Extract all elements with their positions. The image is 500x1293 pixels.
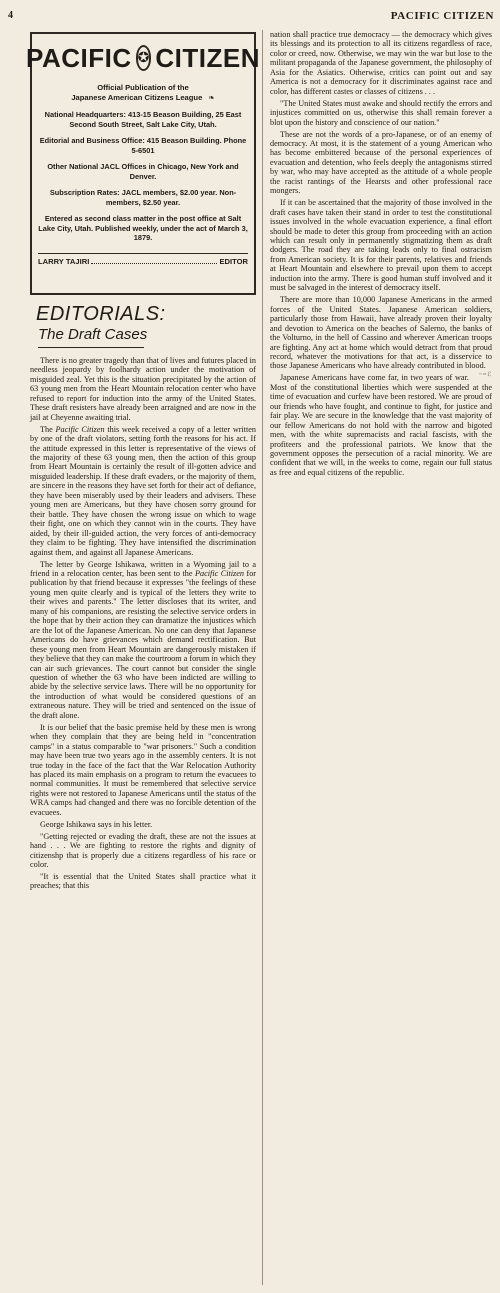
quote-continuation: nation shall practice true democracy — the democracy which gives its blessings and its protection to all its citizens regardless of race, color or creed, now. Otherwise, we may win the war but lose to the militant propaganda of the Japanese government, the philosophy of Asia for the Asiatics. Otherwise, critics can point out and say America is not a democracy for it discriminates against race and color, has different castes or classes of citizens . . . [270, 30, 492, 96]
rates-text: Subscription Rates: JACL members, $2.00 year. Non-members, $2.50 year. [49, 188, 237, 207]
masthead-hq [38, 110, 248, 129]
hq-text: National Headquarters: 413-15 Beason Building, 25 East Second South Street, Salt Lake City, Utah. [44, 110, 242, 129]
editor-name: LARRY TAJIRI [38, 256, 90, 266]
quote-paragraph: "Getting rejected or evading the draft, these are not the issues at hand . . . We are fighting to restore the rights and dignity of citizenshp that is properly due a citizens regardless of his race or color. [30, 831, 256, 870]
ornament-icon: ❧ [208, 93, 215, 102]
masthead-logo [26, 39, 260, 77]
running-head: PACIFIC CITIZEN [390, 10, 494, 22]
logo-word-left: PACIFIC [26, 43, 132, 73]
paragraph-text: for publication by that friend because it expresses "the feelings of these young men quite clearly and is typical of the letters they write to their wives and parents." The letter discloses that its writer, and many of his companions, are resisting the selective service orders in the hope that by their action they can dramatize the injustices which are the lot of the Japanese American. No one can deny that Japanese Americans do have grievances which demand rectification. But these young men from Heart Mountain are dangerously mistaken if they believe that they can make the courtroom a forum in which they can air such grievances. The court cannot but consider the single question of whether the 63 who have been indicted are willing to abide by the selective service laws. There will be no opportunity for the introduction of what would be considered questions of an extraneous nature. They will be tried and sentenced on the issue of the draft alone. [30, 568, 257, 720]
masthead-rates [38, 188, 248, 207]
title-underline [38, 347, 144, 348]
left-column [26, 32, 260, 893]
article-paragraph: Japanese Americans have come far, in two years of war. Most of the constitutional liberties which were suspended at the time of evacuation and curfew have been restored. We are proud of our friends who have fought, and continue to fight, for justice and fair play. We are secure in the knowledge that the vast majority of our fellow Americans do not hold with the narrow and bigoted men, with the white supremacists and racial fascists, with the profiteers and the professional patriots. We know that the government opposes the persecution of a racial minority. We are confident that we will, in the weeks to come, regain our full status as free and equal citizens of the republic. [270, 373, 492, 477]
publication-name: Pacific Citizen [195, 568, 244, 578]
publication-name: Pacific Citizen [55, 424, 105, 434]
eagle-seal-icon: ✪ [136, 45, 152, 71]
quote-paragraph: "It is essential that the United States shall practice what it preaches; that this [30, 872, 256, 891]
quote-paragraph: "The United States must awake and should rectify the errors and injustices committed on us, otherwise this shall remain forever a blot upon the history and conscience of our nation." [270, 98, 492, 127]
paragraph-text: The letter by George Ishikawa, written in a Wyoming jail to a friend in a relocation center, has been sent to the [30, 559, 256, 578]
masthead-entered [38, 214, 248, 243]
column-divider [262, 30, 263, 1285]
paragraph-text: There are more than 10,000 Japanese Americans in the armed forces of the United States. Japanese American soldiers, particularly those from Hawaii, have already proven their loyalty and devotion to America on the beaches of Salerno, the banks of the Volturno, in the hell of Cassino and wherever American troops are fighting. Any act at home which would detract from that proud record, whatever the motivations for that act, is a disservice to those Japanese Americans who have already contributed in blood. [270, 295, 492, 371]
editor-credit [38, 253, 248, 266]
subtitle-line-1: Official Publication of the [97, 83, 189, 92]
masthead-office [38, 136, 248, 155]
page-header [8, 10, 494, 26]
article-paragraph [30, 425, 256, 557]
article-paragraph [270, 295, 492, 378]
editorials-heading: EDITORIALS: [36, 303, 166, 325]
end-mark-icon: ~≈ℰ [478, 371, 492, 378]
masthead-subtitle [38, 83, 248, 103]
logo-word-right: CITIZEN [155, 43, 260, 73]
paragraph-text: The [40, 424, 56, 434]
article-paragraph: If it can be ascertained that the majority of those involved in the draft cases have taken their stand in order to test the constitutional issues involved in the whole evacuation experience, a final effort should be made to deter this group from proceeding with an action which can result only in permanently stigmatizing them as draft dodgers. The road they are taking leads only to final ostracism from American society. It is for their parents, relatives and friends at Heart Mountain and elsewhere to prevail upon them to accept induction into the army. There is good human stuff involved and it must be salvaged in the interest of democracy itself. [270, 198, 492, 293]
article-paragraph [30, 560, 256, 721]
editorial-title: The Draft Cases [38, 326, 148, 343]
right-column [270, 30, 492, 480]
masthead-box [26, 32, 260, 295]
leader-dots [91, 257, 217, 264]
office-text: Editorial and Business Office: 415 Beason Building. Phone 5-6501 [39, 136, 247, 155]
article-paragraph: These are not the words of a pro-Japanese, or of an enemy of democracy. At most, it is the statement of a young American who has become embittered because of the personal experiences of evacuation and detention, who feels deeply the antagonisms stirred by war, who may have accepted as the attitude of a whole people the racist rantings of the Hearsts and other professional race mongers. [270, 129, 492, 196]
editor-title: EDITOR [219, 256, 248, 266]
article-paragraph: It is our belief that the basic premise held by these men is wrong when they complain that they are being held in "concentration camps" in a status comparable to "war prisoners." Such a condition may have been true two years ago in the assembly centers. It is not true today in the face of the fact that the War Relocation Authority has placed its main emphasis on a program to return the evacuees to normal communities. It must be remembered that selective service rights were not restored to Japanese Americans until the status of the WRA camps had changed and there was no forcible detention of the evacuees. [30, 722, 256, 817]
masthead-other-offices [38, 162, 248, 181]
article-paragraph: George Ishikawa says in his letter. [40, 819, 153, 829]
page-number: 4 [8, 10, 13, 21]
other-offices-text: Other National JACL Offices in Chicago, New York and Denver. [47, 162, 239, 181]
paragraph-text: this week received a copy of a letter written by one of the draft violators, setting forth the reasons for his act. If the attitude expressed in this letter is representative of the views of the majority of these 63 young men, then the action of this group from Heart Mountain is certainly the result of ill-gotten advice and misguided leadership. If these draft evaders, or the majority of them, are sincere in the reasons they have set forth for their act of defiance, they have been miserably used by their leaders and advisers. These young men are Americans, but they have chosen sorry ground for their battle. They have chosen the wrong issue on which to wage their fight, one on which they cannot win in the courts. They have aided, by their ill-guided action, the very forces of anti-democracy they claim to be fighting. They have intensified the discrimination against them, and against all Japanese Americans. [30, 424, 257, 557]
entered-text: Entered as second class matter in the post office at Salt Lake City, Utah. Published weekly, under the act of March 3, 1879. [38, 214, 248, 242]
article-paragraph: There is no greater tragedy than that of lives and futures placed in needless jeopardy by foolhardy action under the motivation of misguided zeal. Yet this is the situation precipitated by the action of 63 young men from the Heart Mountain relocation center who have refused to report for induction into the army of the United States. These draft resisters have already been arraigned and are now in the jail at Cheyenne awaiting trial. [30, 356, 256, 422]
subtitle-line-2: Japanese American Citizens League [71, 93, 203, 102]
